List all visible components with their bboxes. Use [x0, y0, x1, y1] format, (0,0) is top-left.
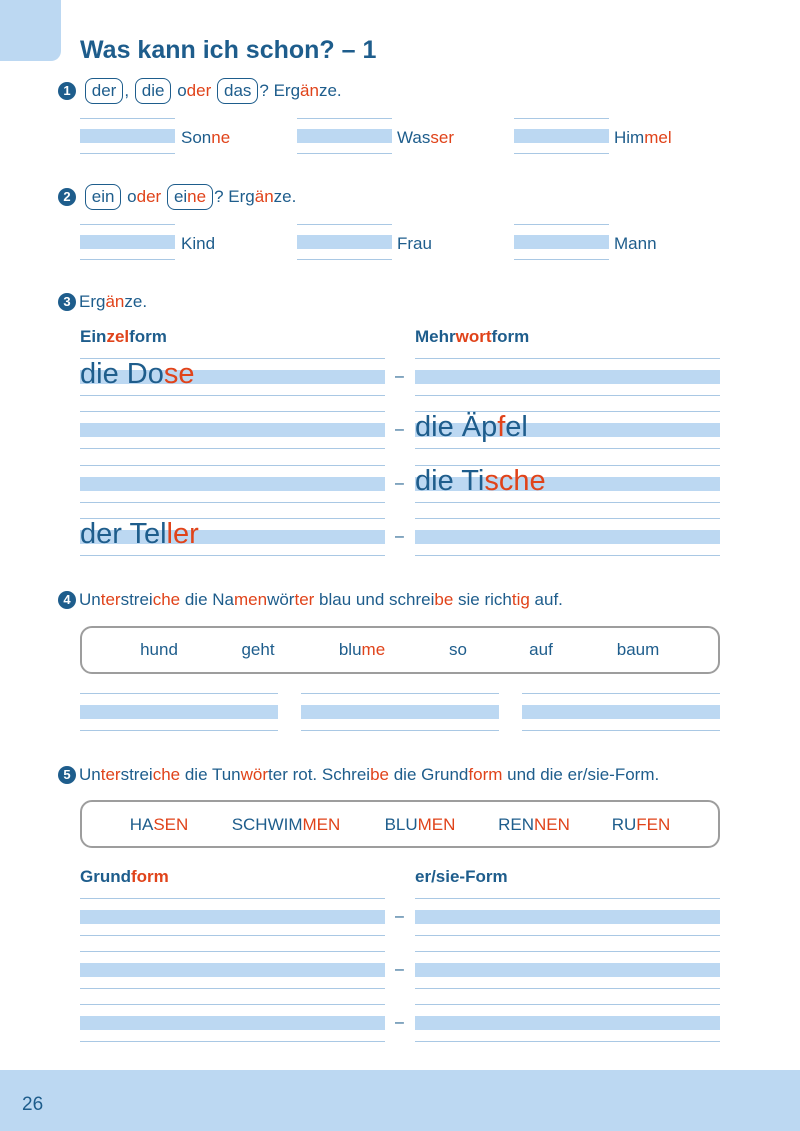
word-auf[interactable]: auf [529, 640, 553, 659]
word-himmel: Himmel [614, 128, 672, 147]
task4-number: 4 [58, 591, 76, 609]
article-box-der: der [85, 78, 124, 104]
task3-number: 3 [58, 293, 76, 311]
word-so[interactable]: so [449, 640, 467, 659]
word-mann: Mann [614, 234, 657, 253]
word-blumen[interactable]: BLUMEN [384, 815, 456, 834]
answer-line-mann[interactable] [514, 224, 609, 260]
word-sonne: Sonne [181, 128, 231, 147]
task1-number: 1 [58, 82, 76, 100]
answer-line-kind[interactable] [80, 224, 175, 260]
column-header-mehrwortform: Mehrwortform [415, 327, 530, 346]
article-box-die: die [135, 78, 172, 104]
word-rufen[interactable]: RUFEN [611, 815, 671, 834]
task5-instruction: 5 Unterstreiche die Tunwörter rot. Schreibe die Grundform und die er/sie-Form. [58, 765, 659, 785]
answer-line-task4-3[interactable] [522, 693, 720, 731]
answer-line-ersie-3[interactable] [415, 1004, 720, 1042]
ergaenze-text: ? Ergänze. [259, 81, 342, 100]
column-header-einzelform: Einzelform [80, 327, 167, 346]
word-geht[interactable]: geht [241, 640, 275, 659]
answer-line-einzel-2[interactable] [80, 411, 385, 449]
article-box-ein: ein [85, 184, 122, 210]
answer-line-task4-1[interactable] [80, 693, 278, 731]
given-word-tische: die Tische [415, 465, 546, 497]
dash: – [395, 421, 404, 438]
word-kind: Kind [181, 234, 216, 253]
answer-line-ersie-2[interactable] [415, 951, 720, 989]
task5-number: 5 [58, 766, 76, 784]
answer-line-grundform-3[interactable] [80, 1004, 385, 1042]
word-hund[interactable]: hund [140, 640, 178, 659]
answer-line-mehr-1[interactable] [415, 358, 720, 396]
task1-instruction [58, 78, 342, 104]
word-blume[interactable]: blume [338, 640, 386, 659]
task2-instruction [58, 184, 296, 210]
comma: , [124, 81, 130, 100]
article-box-das: das [217, 78, 258, 104]
answer-line-ersie-1[interactable] [415, 898, 720, 936]
dash: – [395, 528, 404, 545]
dash: – [395, 961, 404, 978]
column-header-grundform: Grundform [80, 867, 169, 886]
answer-line-himmel[interactable] [514, 118, 609, 154]
task4-instruction: 4 Unterstreiche die Namenwörter blau und schreibe sie richtig auf. [58, 590, 563, 610]
dash: – [395, 368, 404, 385]
answer-line-task4-2[interactable] [301, 693, 499, 731]
answer-line-sonne[interactable] [80, 118, 175, 154]
word-hasen[interactable]: HASEN [129, 815, 189, 834]
given-word-teller: der Teller [80, 518, 199, 550]
word-schwimmen[interactable]: SCHWIMMEN [231, 815, 341, 834]
ergaenze-text: ? Ergänze. [214, 187, 297, 206]
answer-line-einzel-3[interactable] [80, 465, 385, 503]
answer-line-grundform-2[interactable] [80, 951, 385, 989]
article-box-eine: eine [167, 184, 213, 210]
word-wasser: Wasser [397, 128, 454, 147]
given-word-aepfel: die Äpfel [415, 411, 528, 443]
answer-line-mehr-4[interactable] [415, 518, 720, 556]
word-rennen[interactable]: RENNEN [498, 815, 570, 834]
oder-word: oder [177, 81, 212, 100]
answer-line-grundform-1[interactable] [80, 898, 385, 936]
page-title: Was kann ich schon? – 1 [80, 36, 377, 64]
word-baum[interactable]: baum [616, 640, 660, 659]
answer-line-wasser[interactable] [297, 118, 392, 154]
given-word-dose: die Dose [80, 358, 195, 390]
task3-instruction: 3 Ergänze. [58, 292, 147, 312]
answer-line-frau[interactable] [297, 224, 392, 260]
dash: – [395, 475, 404, 492]
footer-bar [0, 1070, 800, 1131]
oder-word: oder [127, 187, 162, 206]
dash: – [395, 908, 404, 925]
task2-number: 2 [58, 188, 76, 206]
corner-tab [0, 0, 61, 61]
dash: – [395, 1014, 404, 1031]
word-frau: Frau [397, 234, 432, 253]
column-header-er-sie-form: er/sie-Form [415, 867, 508, 886]
page-number: 26 [22, 1094, 44, 1115]
